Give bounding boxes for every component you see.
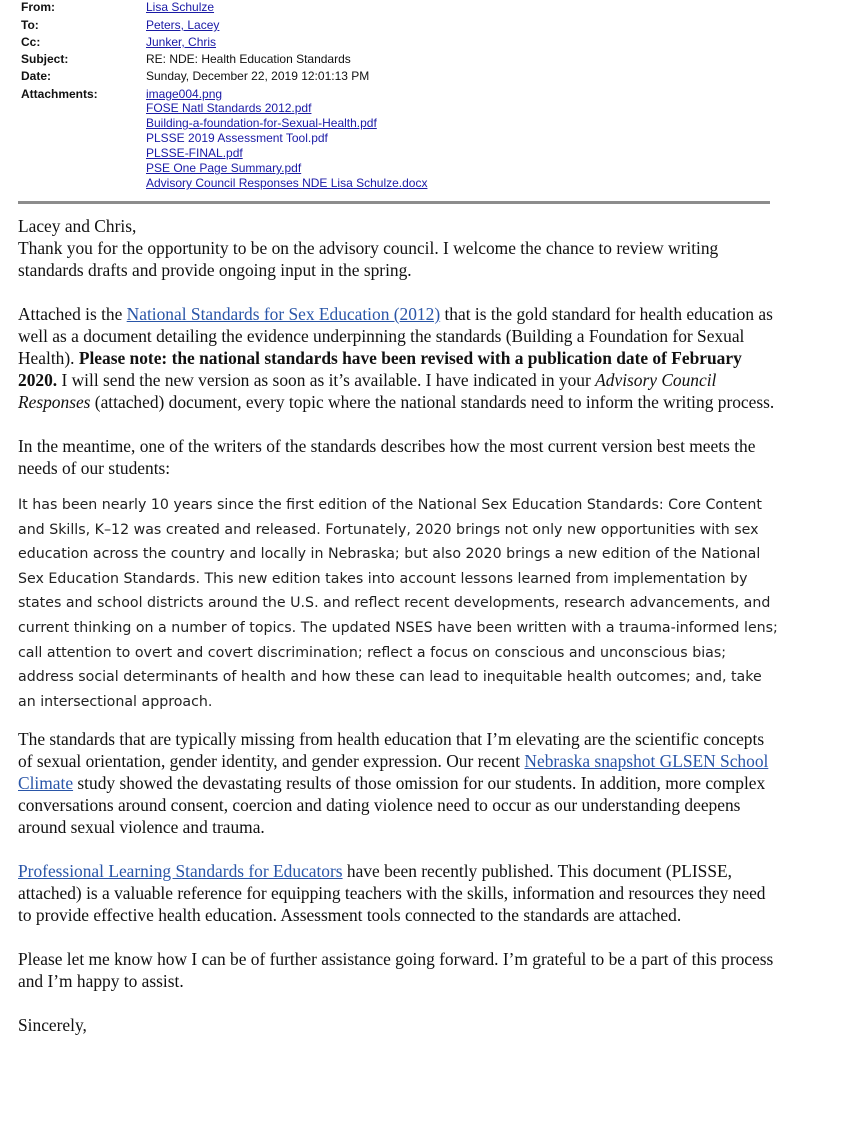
advisory-doc-title: Advisory Council Responses [18, 370, 717, 412]
subject-label: Subject: [21, 52, 69, 66]
date-value: Sunday, December 22, 2019 12:01:13 PM [146, 69, 370, 83]
attachment-link[interactable]: FOSE Natl Standards 2012.pdf [146, 101, 312, 115]
p2-text: (attached) document, every topic where the national standards need to inform the writing process. [90, 392, 775, 412]
greeting: Lacey and Chris, [18, 216, 137, 236]
national-standards-link[interactable]: National Standards for Sex Education (2012) [126, 304, 441, 324]
date-label: Date: [21, 69, 52, 83]
paragraph-intro: Thank you for the opportunity to be on the advisory council. I welcome the chance to review writing standards drafts and provide ongoing input in the spring. [18, 238, 719, 280]
attachment-link[interactable]: Advisory Council Responses NDE Lisa Schulze.docx [146, 176, 428, 190]
header-divider [18, 201, 770, 204]
paragraph-meantime: In the meantime, one of the writers of the standards describes how the most current version best meets the needs of our students: [18, 436, 756, 478]
p5-text: have been recently published. This document (PLISSE, attached) is a valuable reference for equipping teachers with the skills, information and resources they need to provide effective health education. Assessment tools connected to the standards are attached. [18, 861, 766, 926]
attachment-link[interactable]: image004.png [146, 87, 223, 101]
p2-text: that is the gold standard for health education as well as a document detailing the evidence underpinning the standards (Building a Foundation for Sexual Health). [18, 304, 773, 368]
attachment-link[interactable]: PLSSE 2019 Assessment Tool.pdf [146, 131, 328, 145]
glsen-climate-link[interactable]: Nebraska snapshot GLSEN School Climate [18, 751, 769, 794]
from-link[interactable]: Lisa Schulze [146, 0, 215, 14]
sign-off: Sincerely, [18, 1015, 87, 1036]
subject-value: RE: NDE: Health Education Standards [146, 52, 351, 66]
p4-text: The standards that are typically missing from health education that I’m elevating are the scientific concepts of sexual orientation, gender identity, and gender expression. Our recent [18, 729, 765, 772]
cc-link[interactable]: Junker, Chris [146, 35, 217, 49]
revision-notice: Please note: the national standards have been revised with a publication date of February 2020. [18, 348, 742, 390]
attachments-label: Attachments: [21, 87, 98, 101]
paragraph-professional-learning [18, 860, 778, 926]
p2-text: I will send the new version as soon as it’s available. I have indicated in your [57, 370, 596, 390]
paragraph-attachments [18, 303, 778, 413]
attachment-link[interactable]: PSE One Page Summary.pdf [146, 161, 302, 175]
to-label: To: [21, 18, 39, 32]
from-label: From: [21, 0, 55, 14]
paragraph-closing: Please let me know how I can be of further assistance going forward. I’m grateful to be a part of this process and I’m happy to assist. [18, 949, 774, 992]
cc-label: Cc: [21, 35, 41, 49]
attachment-link[interactable]: PLSSE-FINAL.pdf [146, 146, 243, 160]
quoted-passage: It has been nearly 10 years since the first edition of the National Sex Education Standards: Core Content and Skills, K–12 was created and released. Fortunately, 2020 brings not only new opportunities with sex education across the country and locally in Nebraska; but also 2020 brings a new edition of the National Sex Education Standards. This new edition takes into account lessons learned from implementation by states and school districts around the U.S. and reflect recent developments, research advancements, and current thinking on a number of topics. The updated NSES have been written with a trauma-informed lens; call attention to overt and covert discrimination; reflect a focus on conscious and unconscious bias; address social determinants of health and how these can lead to inequitable health outcomes; and, take an intersectional approach. [18, 497, 778, 710]
email-body [18, 215, 778, 1036]
to-link[interactable]: Peters, Lacey [146, 18, 220, 32]
p4-text: study showed the devastating results of those omission for our students. In addition, more complex conversations around consent, coercion and dating violence need to occur as our understanding deepens around sexual violence and trauma. [18, 773, 766, 838]
paragraph-missing-standards [18, 728, 778, 838]
attachment-link[interactable]: Building-a-foundation-for-Sexual-Health.pdf [146, 116, 377, 130]
p2-text: Attached is the [18, 304, 127, 324]
professional-learning-link[interactable]: Professional Learning Standards for Educators [18, 861, 343, 882]
